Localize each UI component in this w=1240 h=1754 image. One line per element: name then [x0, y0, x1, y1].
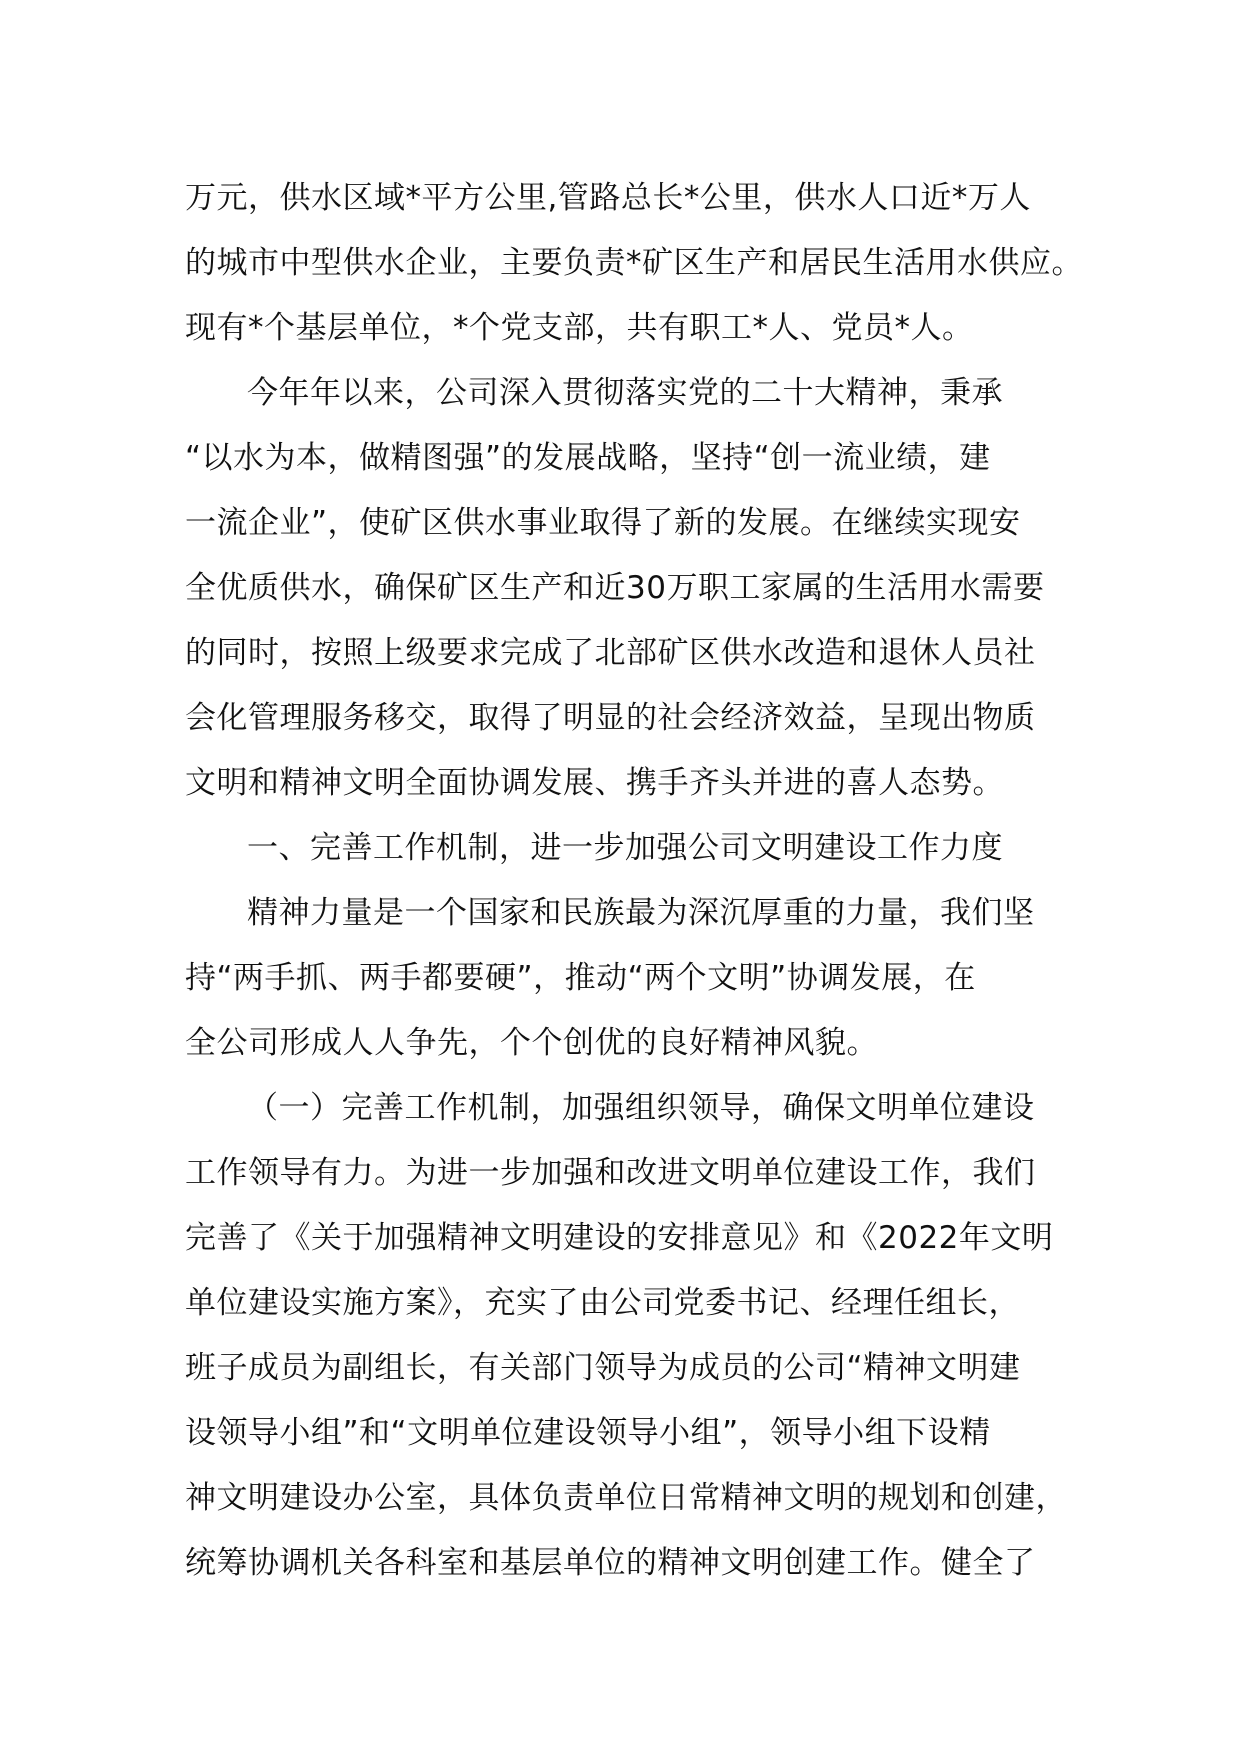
- text-line: 现有*个基层单位，*个党支部，共有职工*人、党员*人。: [185, 310, 974, 346]
- subsection-heading-line: （一）完善工作机制，加强组织领导，确保文明单位建设: [247, 1090, 1035, 1126]
- text-line: 全优质供水，确保矿区生产和近30万职工家属的生活用水需要: [185, 570, 1045, 606]
- paragraph-first-line: 精神力量是一个国家和民族最为深沉厚重的力量，我们坚: [247, 895, 1035, 931]
- text-line: 的同时，按照上级要求完成了北部矿区供水改造和退休人员社: [185, 635, 1036, 671]
- document-body: [185, 166, 1083, 1596]
- text-line: 的城市中型供水企业，主要负责*矿区生产和居民生活用水供应。: [185, 245, 1083, 281]
- text-line: 会化管理服务移交，取得了明显的社会经济效益，呈现出物质: [185, 700, 1036, 736]
- text-line: 神文明建设办公室，具体负责单位日常精神文明的规划和创建，: [185, 1480, 1067, 1516]
- text-line: 一流企业”，使矿区供水事业取得了新的发展。在继续实现安: [185, 505, 1021, 541]
- text-line: 文明和精神文明全面协调发展、携手齐头并进的喜人态势。: [185, 765, 1004, 801]
- text-line: 完善了《关于加强精神文明建设的安排意见》和《2022年文明: [185, 1220, 1054, 1256]
- text-line: 设领导小组”和“文明单位建设领导小组”，领导小组下设精: [185, 1415, 991, 1451]
- text-line: 班子成员为副组长，有关部门领导为成员的公司“精神文明建: [185, 1350, 1021, 1386]
- text-line: 单位建设实施方案》，充实了由公司党委书记、经理任组长，: [185, 1285, 1020, 1321]
- text-line: 全公司形成人人争先，个个创优的良好精神风貌。: [185, 1025, 878, 1061]
- text-line: 持“两手抓、两手都要硬”，推动“两个文明”协调发展，在: [185, 960, 976, 996]
- paragraph-first-line: 今年年以来，公司深入贯彻落实党的二十大精神，秉承: [247, 375, 1003, 411]
- text-line: 工作领导有力。为进一步加强和改进文明单位建设工作，我们: [185, 1155, 1036, 1191]
- text-line: 统筹协调机关各科室和基层单位的精神文明创建工作。健全了: [185, 1545, 1036, 1581]
- section-heading: 一、完善工作机制，进一步加强公司文明建设工作力度: [247, 830, 1003, 866]
- text-line: 万元，供水区域*平方公里,管路总长*公里，供水人口近*万人: [185, 180, 1031, 216]
- text-line: “以水为本，做精图强”的发展战略，坚持“创一流业绩，建: [185, 440, 991, 476]
